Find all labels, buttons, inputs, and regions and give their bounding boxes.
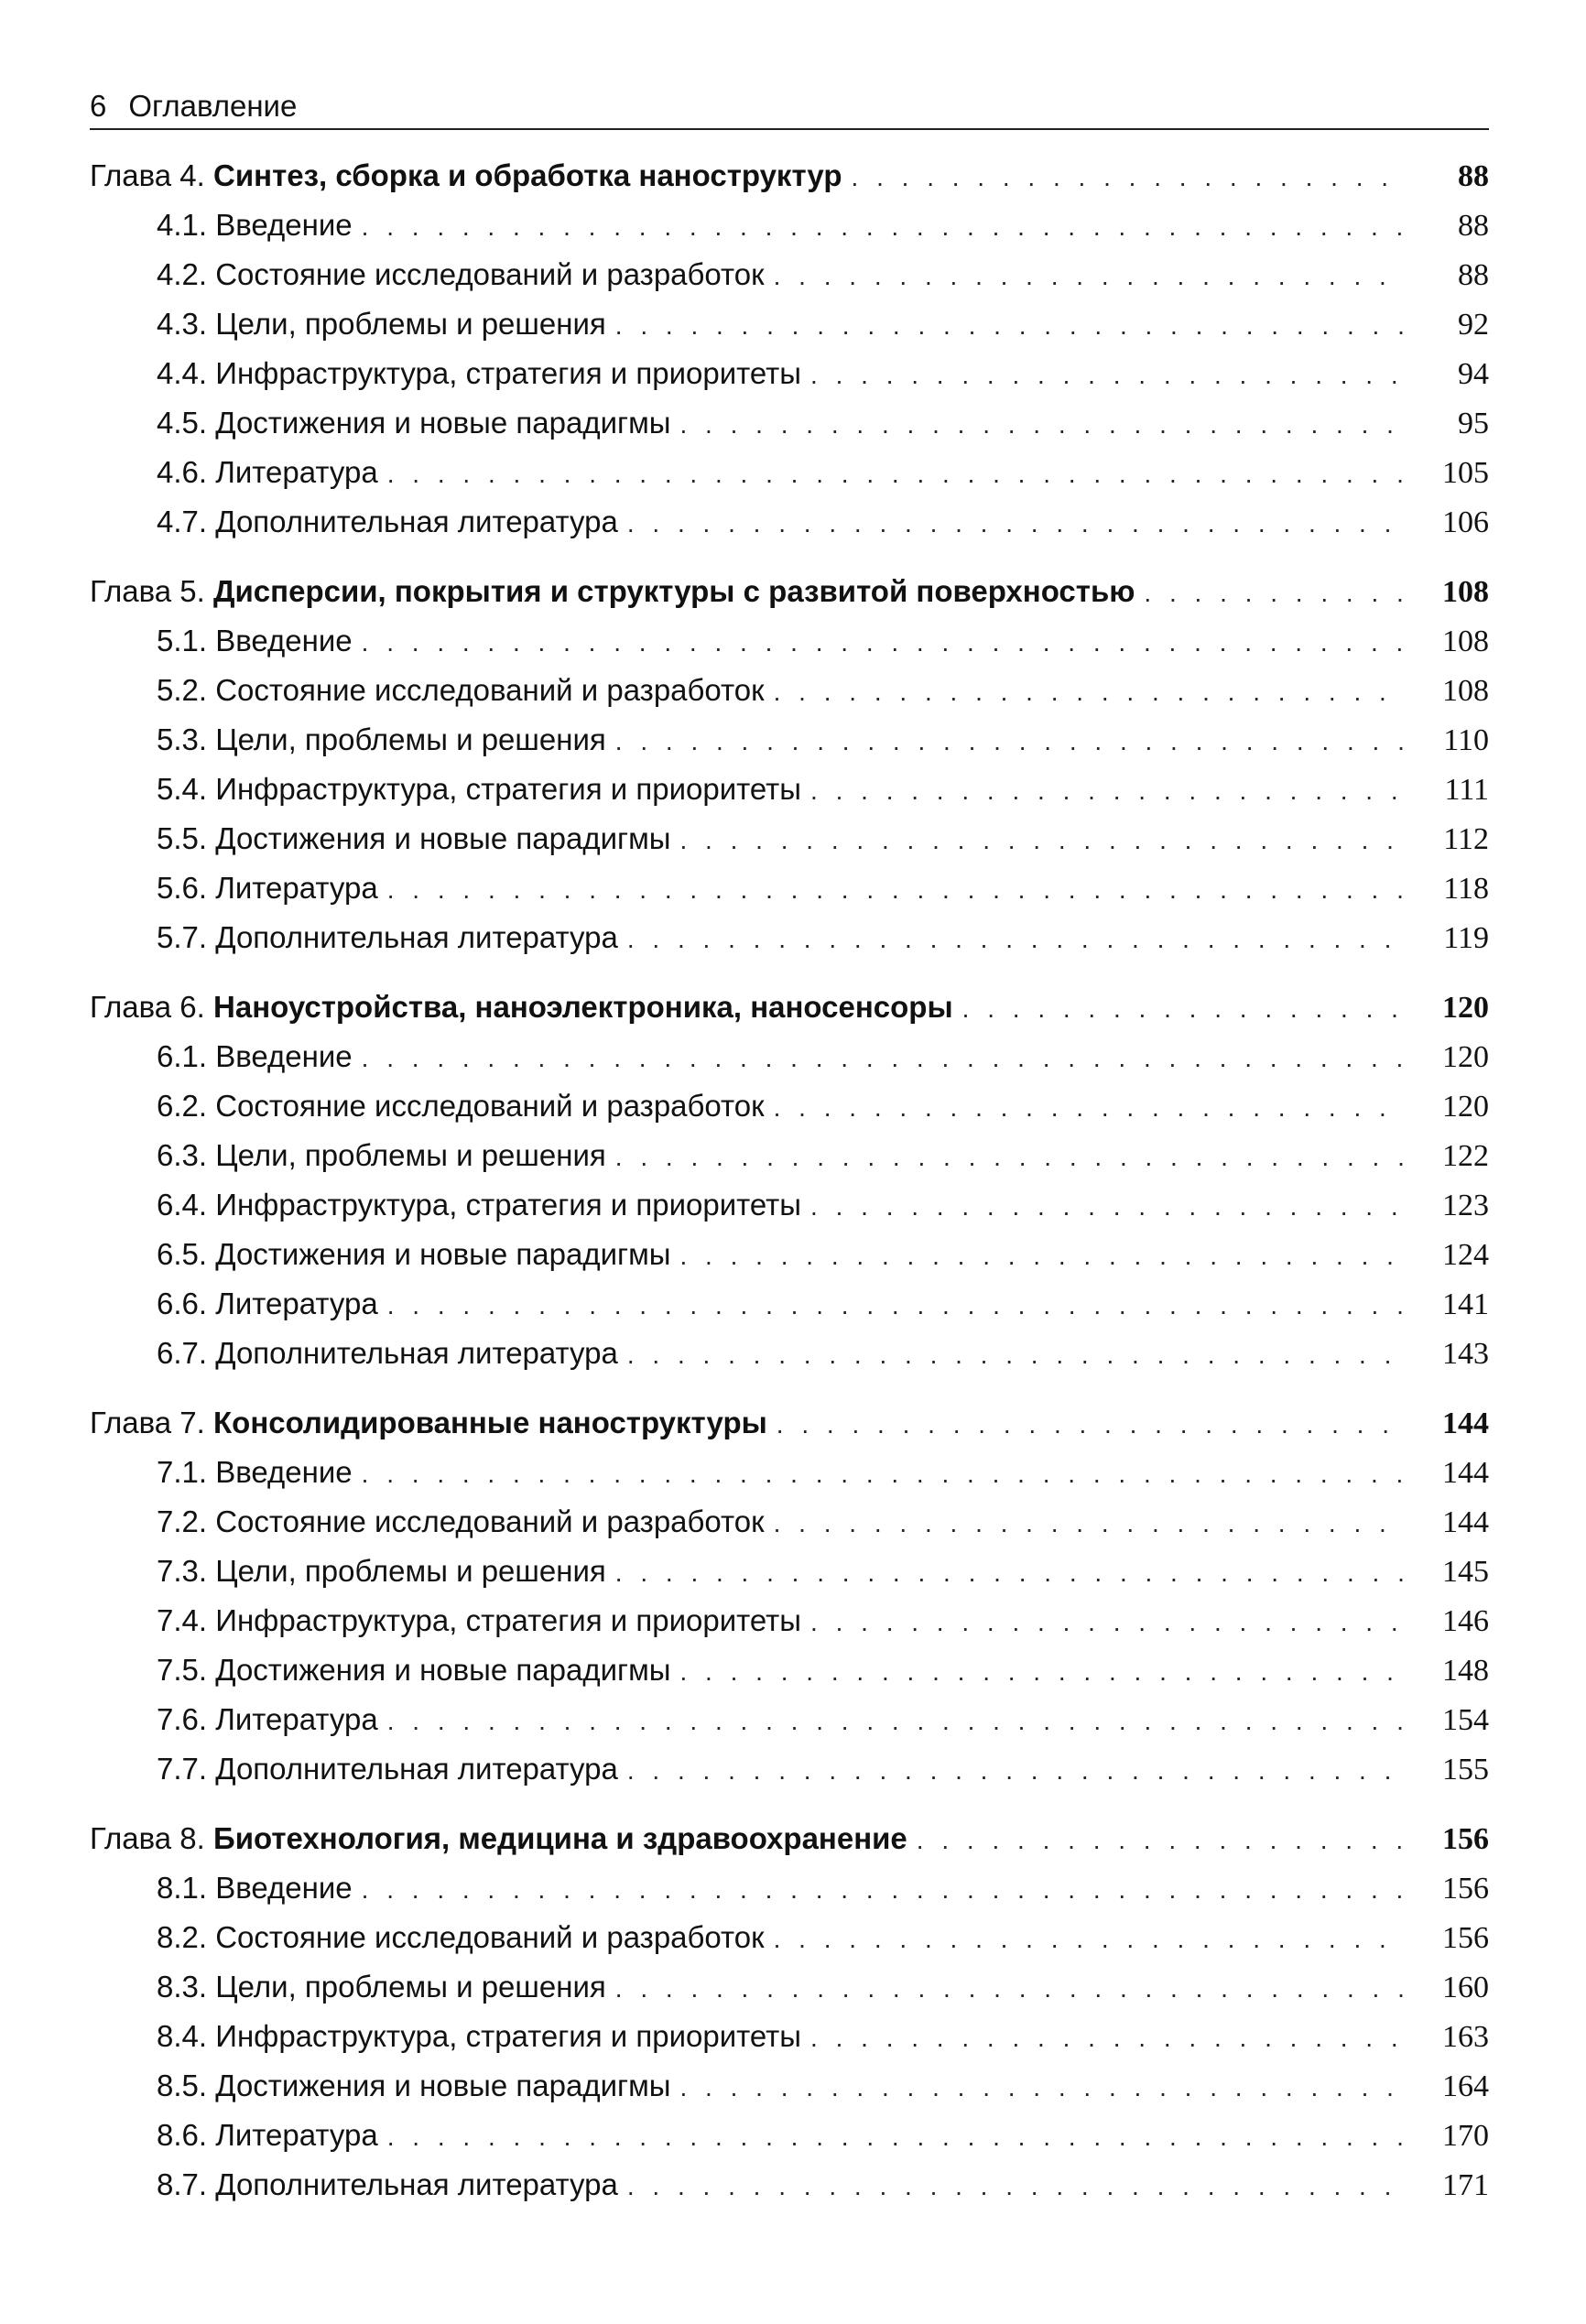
dot-leader xyxy=(627,1746,1407,1796)
chapter-page-number: 88 xyxy=(1458,159,1489,193)
toc-chapter xyxy=(90,1814,1489,2210)
chapter-title: Биотехнология, медицина и здравоохранение xyxy=(213,1821,907,1855)
dot-leader xyxy=(810,351,1407,400)
section-number: 5.4. xyxy=(157,772,208,806)
dot-leader xyxy=(679,2063,1407,2112)
dot-leader xyxy=(810,2014,1407,2063)
header-title: Оглавление xyxy=(128,89,298,123)
toc-chapter-entry[interactable] xyxy=(90,1814,1489,1863)
section-number: 4.1. xyxy=(157,208,208,242)
section-page-number: 110 xyxy=(1443,723,1489,757)
section-title: Состояние исследований и разработок xyxy=(215,673,765,707)
dot-leader xyxy=(362,618,1407,668)
section-label xyxy=(157,2061,670,2111)
chapter-title: Наноустройства, наноэлектроника, наносенсоры xyxy=(213,990,953,1024)
section-title: Состояние исследований и разработок xyxy=(215,257,765,291)
section-page-number: 92 xyxy=(1458,308,1489,342)
section-label xyxy=(157,201,353,250)
section-label xyxy=(157,1547,606,1596)
toc-section-entry[interactable] xyxy=(90,1913,1489,1962)
chapter-label xyxy=(90,567,1135,616)
dot-leader xyxy=(615,1548,1407,1598)
section-number: 5.3. xyxy=(157,722,208,756)
section-label xyxy=(157,715,606,765)
section-number: 6.1. xyxy=(157,1039,208,1073)
section-number: 5.6. xyxy=(157,871,208,905)
dot-leader xyxy=(387,2112,1407,2162)
section-label xyxy=(157,2111,378,2160)
toc-section-entry[interactable] xyxy=(90,1131,1489,1180)
section-label xyxy=(157,1032,353,1081)
header-page-number: 6 xyxy=(90,89,107,123)
toc-section-entry[interactable] xyxy=(90,448,1489,497)
chapter-label xyxy=(90,983,953,1032)
section-page-number: 155 xyxy=(1442,1753,1489,1786)
section-label xyxy=(157,299,606,349)
section-number: 6.5. xyxy=(157,1237,208,1271)
section-label xyxy=(157,497,618,547)
section-page-number: 120 xyxy=(1442,1040,1489,1074)
section-label xyxy=(157,863,378,913)
chapter-prefix: Глава 4. xyxy=(90,158,205,192)
dot-leader xyxy=(962,984,1407,1034)
section-page-number: 144 xyxy=(1442,1456,1489,1490)
toc-section-entry[interactable] xyxy=(90,250,1489,299)
section-title: Цели, проблемы и решения xyxy=(215,307,606,341)
toc-section-entry[interactable] xyxy=(90,299,1489,349)
section-title: Цели, проблемы и решения xyxy=(215,1970,606,2004)
toc-section-entry[interactable] xyxy=(90,765,1489,814)
section-label xyxy=(157,1695,378,1744)
toc-section-entry[interactable] xyxy=(90,1863,1489,1913)
section-title: Состояние исследований и разработок xyxy=(215,1920,765,1954)
section-number: 6.2. xyxy=(157,1089,208,1123)
section-number: 8.7. xyxy=(157,2167,208,2201)
section-number: 4.2. xyxy=(157,257,208,291)
chapter-label xyxy=(90,151,842,201)
section-label xyxy=(157,814,670,863)
toc-section-entry[interactable] xyxy=(90,2160,1489,2210)
toc-section-entry[interactable] xyxy=(90,715,1489,765)
section-title: Дополнительная литература xyxy=(215,505,618,538)
section-page-number: 154 xyxy=(1442,1703,1489,1737)
toc-section-entry[interactable] xyxy=(90,2061,1489,2111)
dot-leader xyxy=(387,1697,1407,1746)
section-number: 8.3. xyxy=(157,1970,208,2004)
section-title: Достижения и новые парадигмы xyxy=(215,2069,671,2102)
dot-leader xyxy=(1144,569,1407,618)
section-label xyxy=(157,1744,618,1794)
dot-leader xyxy=(387,450,1407,499)
toc-chapter-entry[interactable] xyxy=(90,151,1489,201)
section-title: Литература xyxy=(215,2118,378,2152)
toc-chapter xyxy=(90,1398,1489,1794)
toc-section-entry[interactable] xyxy=(90,1962,1489,2012)
toc-section-entry[interactable] xyxy=(90,913,1489,962)
dot-leader xyxy=(627,499,1407,548)
section-title: Введение xyxy=(215,624,353,657)
toc-section-entry[interactable] xyxy=(90,398,1489,448)
section-number: 6.4. xyxy=(157,1188,208,1222)
section-title: Инфраструктура, стратегия и приоритеты xyxy=(215,356,802,390)
section-page-number: 95 xyxy=(1458,407,1489,440)
dot-leader xyxy=(777,1400,1407,1450)
toc-section-entry[interactable] xyxy=(90,1448,1489,1497)
section-number: 4.7. xyxy=(157,505,208,538)
toc-section-entry[interactable] xyxy=(90,1032,1489,1081)
chapter-title: Дисперсии, покрытия и структуры с развитой поверхностью xyxy=(213,574,1135,608)
section-label xyxy=(157,1180,801,1230)
section-title: Литература xyxy=(215,1702,378,1736)
table-of-contents xyxy=(90,151,1489,2230)
section-number: 7.1. xyxy=(157,1455,208,1489)
toc-section-entry[interactable] xyxy=(90,1180,1489,1230)
section-page-number: 146 xyxy=(1442,1604,1489,1638)
section-number: 8.6. xyxy=(157,2118,208,2152)
section-page-number: 120 xyxy=(1442,1090,1489,1124)
section-number: 7.2. xyxy=(157,1504,208,1538)
section-title: Инфраструктура, стратегия и приоритеты xyxy=(215,1603,802,1637)
section-label xyxy=(157,666,765,715)
section-label xyxy=(157,349,801,398)
dot-leader xyxy=(679,400,1407,450)
section-label xyxy=(157,913,618,962)
toc-chapter-entry[interactable] xyxy=(90,1398,1489,1448)
toc-section-entry[interactable] xyxy=(90,616,1489,666)
section-title: Инфраструктура, стратегия и приоритеты xyxy=(215,2019,802,2053)
section-title: Достижения и новые парадигмы xyxy=(215,821,671,855)
chapter-page-number: 108 xyxy=(1442,575,1489,609)
section-page-number: 94 xyxy=(1458,357,1489,391)
section-page-number: 148 xyxy=(1442,1654,1489,1688)
chapter-title: Консолидированные наноструктуры xyxy=(213,1406,767,1439)
dot-leader xyxy=(362,202,1407,252)
section-number: 6.3. xyxy=(157,1138,208,1172)
section-number: 7.5. xyxy=(157,1653,208,1687)
toc-chapter-entry[interactable] xyxy=(90,567,1489,616)
toc-section-entry[interactable] xyxy=(90,1230,1489,1279)
section-page-number: 112 xyxy=(1443,822,1489,856)
section-title: Достижения и новые парадигмы xyxy=(215,406,671,440)
toc-section-entry[interactable] xyxy=(90,1329,1489,1378)
section-title: Цели, проблемы и решения xyxy=(215,1554,606,1588)
dot-leader xyxy=(810,1182,1407,1232)
toc-section-entry[interactable] xyxy=(90,1645,1489,1695)
section-label xyxy=(157,448,378,497)
dot-leader xyxy=(362,1450,1407,1499)
section-title: Введение xyxy=(215,1871,353,1905)
dot-leader xyxy=(810,1598,1407,1647)
toc-section-entry[interactable] xyxy=(90,2012,1489,2061)
chapter-page-number: 120 xyxy=(1442,991,1489,1025)
section-number: 4.4. xyxy=(157,356,208,390)
toc-section-entry[interactable] xyxy=(90,1744,1489,1794)
toc-section-entry[interactable] xyxy=(90,497,1489,547)
section-label xyxy=(157,1645,670,1695)
section-page-number: 144 xyxy=(1442,1505,1489,1539)
section-number: 7.3. xyxy=(157,1554,208,1588)
section-page-number: 171 xyxy=(1442,2168,1489,2202)
dot-leader xyxy=(917,1816,1407,1865)
toc-section-entry[interactable] xyxy=(90,1279,1489,1329)
section-title: Литература xyxy=(215,1287,378,1320)
section-title: Инфраструктура, стратегия и приоритеты xyxy=(215,1188,802,1222)
section-page-number: 156 xyxy=(1442,1921,1489,1955)
section-page-number: 156 xyxy=(1442,1872,1489,1906)
section-page-number: 88 xyxy=(1458,209,1489,243)
section-page-number: 123 xyxy=(1442,1189,1489,1222)
dot-leader xyxy=(679,1232,1407,1281)
dot-leader xyxy=(774,668,1407,717)
toc-section-entry[interactable] xyxy=(90,1547,1489,1596)
section-label xyxy=(157,2012,801,2061)
section-number: 8.4. xyxy=(157,2019,208,2053)
toc-chapter xyxy=(90,151,1489,547)
section-label xyxy=(157,1279,378,1329)
section-page-number: 143 xyxy=(1442,1337,1489,1371)
section-label xyxy=(157,1230,670,1279)
section-number: 4.3. xyxy=(157,307,208,341)
dot-leader xyxy=(615,717,1407,766)
chapter-page-number: 144 xyxy=(1442,1406,1489,1440)
toc-chapter xyxy=(90,567,1489,962)
section-number: 7.4. xyxy=(157,1603,208,1637)
section-title: Цели, проблемы и решения xyxy=(215,722,606,756)
section-page-number: 106 xyxy=(1442,505,1489,539)
section-number: 7.7. xyxy=(157,1752,208,1786)
section-title: Инфраструктура, стратегия и приоритеты xyxy=(215,772,802,806)
chapter-prefix: Глава 6. xyxy=(90,990,205,1024)
section-label xyxy=(157,1962,606,2012)
section-number: 4.6. xyxy=(157,455,208,489)
section-page-number: 111 xyxy=(1444,773,1489,807)
dot-leader xyxy=(774,1499,1407,1548)
section-number: 7.6. xyxy=(157,1702,208,1736)
toc-section-entry[interactable] xyxy=(90,814,1489,863)
dot-leader xyxy=(774,252,1407,301)
dot-leader xyxy=(362,1034,1407,1083)
section-title: Дополнительная литература xyxy=(215,920,618,954)
section-title: Введение xyxy=(215,1455,353,1489)
section-number: 5.5. xyxy=(157,821,208,855)
dot-leader xyxy=(627,915,1407,964)
section-title: Дополнительная литература xyxy=(215,1752,618,1786)
section-title: Достижения и новые парадигмы xyxy=(215,1237,671,1271)
section-title: Состояние исследований и разработок xyxy=(215,1089,765,1123)
section-label xyxy=(157,616,353,666)
section-label xyxy=(157,398,670,448)
toc-section-entry[interactable] xyxy=(90,1695,1489,1744)
section-page-number: 105 xyxy=(1442,456,1489,490)
section-title: Дополнительная литература xyxy=(215,2167,618,2201)
section-label xyxy=(157,1448,353,1497)
section-number: 6.6. xyxy=(157,1287,208,1320)
section-page-number: 108 xyxy=(1442,674,1489,708)
section-title: Литература xyxy=(215,455,378,489)
section-title: Введение xyxy=(215,208,353,242)
section-number: 6.7. xyxy=(157,1336,208,1370)
toc-section-entry[interactable] xyxy=(90,666,1489,715)
section-page-number: 164 xyxy=(1442,2069,1489,2103)
chapter-title: Синтез, сборка и обработка наноструктур xyxy=(213,158,842,192)
section-number: 5.7. xyxy=(157,920,208,954)
dot-leader xyxy=(615,1964,1407,2014)
section-label xyxy=(157,1863,353,1913)
toc-section-entry[interactable] xyxy=(90,2111,1489,2160)
toc-section-entry[interactable] xyxy=(90,1081,1489,1131)
section-page-number: 122 xyxy=(1442,1139,1489,1173)
toc-section-entry[interactable] xyxy=(90,201,1489,250)
section-page-number: 118 xyxy=(1443,872,1489,906)
section-label xyxy=(157,250,765,299)
section-label xyxy=(157,765,801,814)
section-page-number: 88 xyxy=(1458,258,1489,292)
dot-leader xyxy=(810,766,1407,816)
section-number: 5.2. xyxy=(157,673,208,707)
chapter-page-number: 156 xyxy=(1442,1822,1489,1856)
section-page-number: 124 xyxy=(1442,1238,1489,1272)
dot-leader xyxy=(615,301,1407,351)
dot-leader xyxy=(387,1281,1407,1330)
section-number: 4.5. xyxy=(157,406,208,440)
section-title: Литература xyxy=(215,871,378,905)
section-title: Достижения и новые парадигмы xyxy=(215,1653,671,1687)
toc-section-entry[interactable] xyxy=(90,1596,1489,1645)
dot-leader xyxy=(679,816,1407,865)
toc-section-entry[interactable] xyxy=(90,349,1489,398)
section-label xyxy=(157,1131,606,1180)
section-title: Введение xyxy=(215,1039,353,1073)
section-page-number: 141 xyxy=(1442,1287,1489,1321)
chapter-prefix: Глава 5. xyxy=(90,574,205,608)
dot-leader xyxy=(852,153,1407,202)
toc-chapter xyxy=(90,983,1489,1378)
section-number: 8.2. xyxy=(157,1920,208,1954)
toc-chapter-entry[interactable] xyxy=(90,983,1489,1032)
chapter-prefix: Глава 8. xyxy=(90,1821,205,1855)
toc-section-entry[interactable] xyxy=(90,1497,1489,1547)
chapter-label xyxy=(90,1814,907,1863)
section-page-number: 163 xyxy=(1442,2020,1489,2054)
chapter-prefix: Глава 7. xyxy=(90,1406,205,1439)
section-page-number: 108 xyxy=(1442,624,1489,658)
section-page-number: 145 xyxy=(1442,1555,1489,1589)
section-page-number: 160 xyxy=(1442,1971,1489,2004)
dot-leader xyxy=(774,1915,1407,1964)
toc-section-entry[interactable] xyxy=(90,863,1489,913)
section-label xyxy=(157,1329,618,1378)
section-title: Состояние исследований и разработок xyxy=(215,1504,765,1538)
section-number: 5.1. xyxy=(157,624,208,657)
dot-leader xyxy=(679,1647,1407,1697)
dot-leader xyxy=(627,1330,1407,1380)
running-header xyxy=(90,84,1489,130)
dot-leader xyxy=(615,1133,1407,1182)
section-label xyxy=(157,1081,765,1131)
section-title: Цели, проблемы и решения xyxy=(215,1138,606,1172)
section-number: 8.1. xyxy=(157,1871,208,1905)
dot-leader xyxy=(387,865,1407,915)
section-number: 8.5. xyxy=(157,2069,208,2102)
dot-leader xyxy=(774,1083,1407,1133)
section-label xyxy=(157,2160,618,2210)
section-title: Дополнительная литература xyxy=(215,1336,618,1370)
section-label xyxy=(157,1913,765,1962)
dot-leader xyxy=(362,1865,1407,1915)
dot-leader xyxy=(627,2162,1407,2211)
section-page-number: 170 xyxy=(1442,2119,1489,2153)
section-label xyxy=(157,1596,801,1645)
section-page-number: 119 xyxy=(1443,921,1489,955)
section-label xyxy=(157,1497,765,1547)
chapter-label xyxy=(90,1398,767,1448)
